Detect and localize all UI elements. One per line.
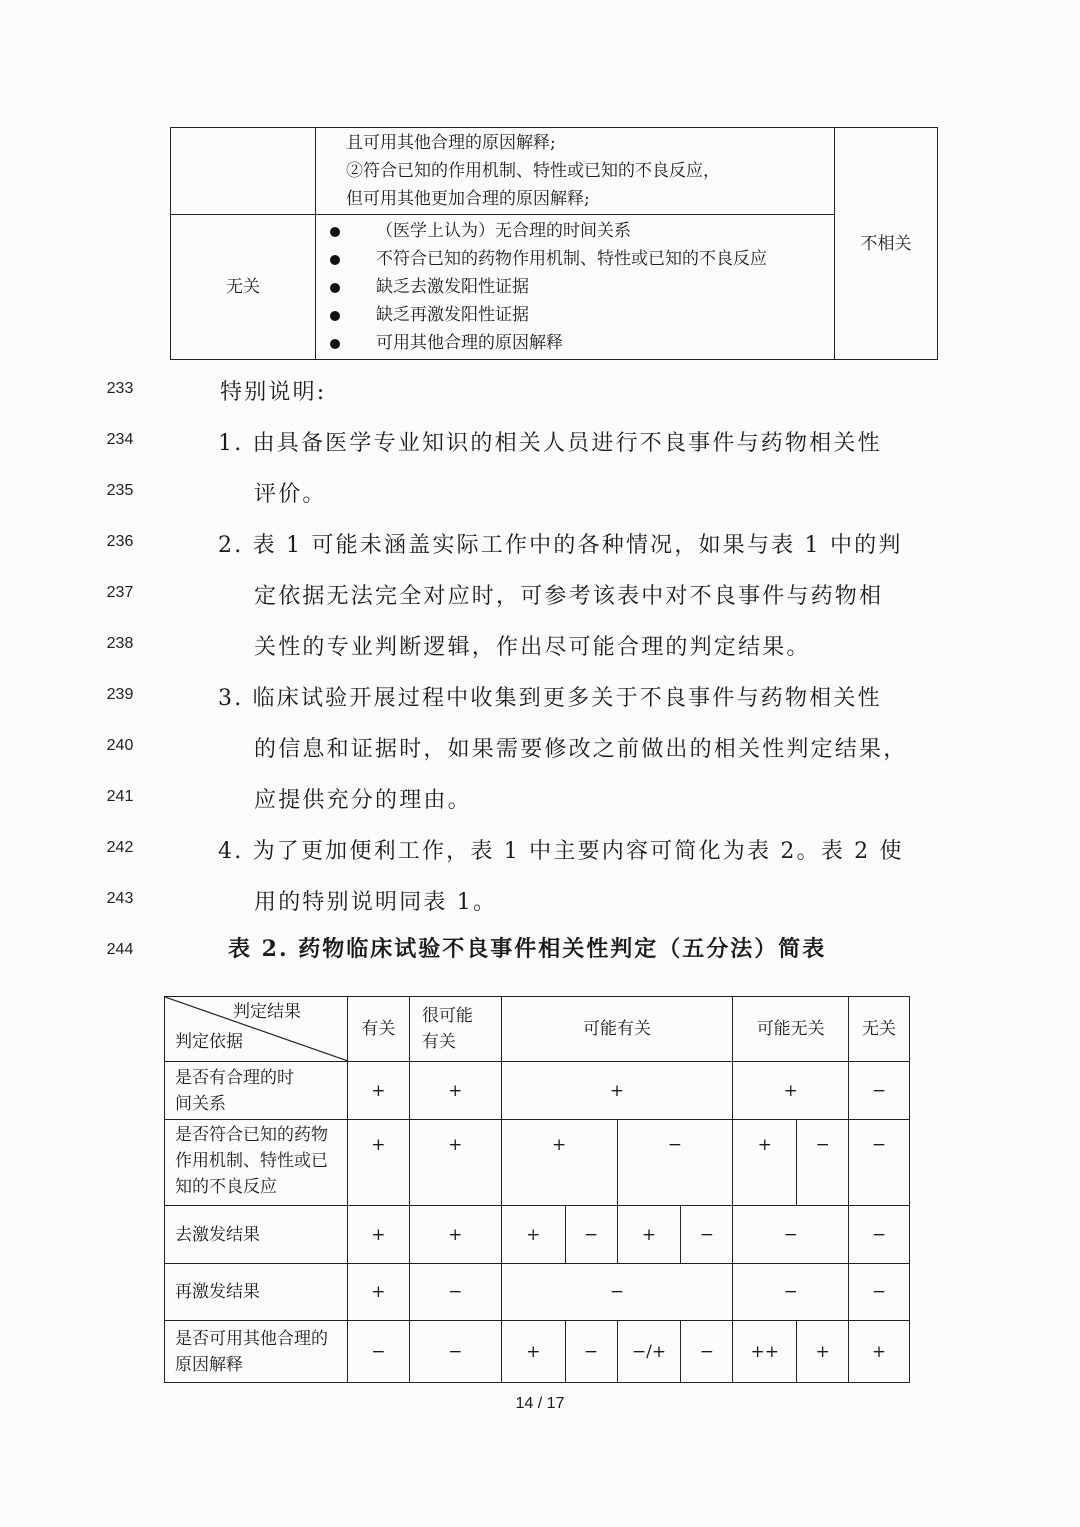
causality-summary-table xyxy=(164,996,910,1383)
row-label-rechallenge: 再激发结果 xyxy=(165,1264,348,1321)
cell: − xyxy=(347,1321,409,1383)
cell: − xyxy=(565,1206,617,1264)
bullet-item: 不符合已知的药物作用机制、特性或已知的不良反应 xyxy=(328,245,833,273)
line-number: 241 xyxy=(106,788,134,805)
row-label-dechallenge: 去激发结果 xyxy=(165,1206,348,1264)
line-number: 235 xyxy=(106,482,134,499)
cell: − xyxy=(617,1120,733,1206)
row-label-time xyxy=(165,1062,348,1120)
cell: −/+ xyxy=(617,1321,681,1383)
criteria-line: 且可用其他合理的原因解释; xyxy=(346,133,556,153)
header-possibly-unrelated: 可能无关 xyxy=(733,997,849,1062)
cell: − xyxy=(849,1264,910,1321)
corner-result-label: 判定结果 xyxy=(232,1002,301,1022)
body-text: 1. 由具备医学专业知识的相关人员进行不良事件与药物相关性 xyxy=(218,431,882,456)
body-text: 用的特别说明同表 1。 xyxy=(254,890,498,915)
line-number: 234 xyxy=(106,431,134,448)
cell: + xyxy=(409,1206,501,1264)
bullet-item: （医学上认为）无合理的时间关系 xyxy=(328,217,833,245)
cell: − xyxy=(409,1321,501,1383)
bullet-list xyxy=(346,217,833,357)
body-text: 关性的专业判断逻辑，作出尽可能合理的判定结果。 xyxy=(254,635,811,660)
body-text: 4. 为了更加便利工作，表 1 中主要内容可简化为表 2。表 2 使 xyxy=(218,839,904,864)
cell: − xyxy=(565,1321,617,1383)
body-text: 3. 临床试验开展过程中收集到更多关于不良事件与药物相关性 xyxy=(218,686,882,711)
cell: + xyxy=(347,1206,409,1264)
criteria-line: 但可用其他更加合理的原因解释; xyxy=(346,189,590,209)
body-text: 2. 表 1 可能未涵盖实际工作中的各种情况，如果与表 1 中的判 xyxy=(218,533,903,558)
header-unrelated: 无关 xyxy=(849,997,910,1062)
header-probably-related xyxy=(409,997,501,1062)
header-possibly-related: 可能有关 xyxy=(501,997,733,1062)
header-related: 有关 xyxy=(347,997,409,1062)
line-number: 243 xyxy=(106,890,134,907)
cell: − xyxy=(733,1264,849,1321)
line-number: 244 xyxy=(106,941,134,958)
line-number: 237 xyxy=(106,584,134,601)
body-text: 定依据无法完全对应时，可参考该表中对不良事件与药物相 xyxy=(254,584,884,609)
cell: + xyxy=(347,1264,409,1321)
cell: − xyxy=(849,1062,910,1120)
cell: ++ xyxy=(733,1321,797,1383)
cell: + xyxy=(501,1321,565,1383)
criteria-cell xyxy=(316,128,835,215)
row-label-alternative-cause xyxy=(165,1321,348,1383)
cell: − xyxy=(849,1120,910,1206)
cell: − xyxy=(733,1206,849,1264)
line-number: 233 xyxy=(106,380,134,397)
corner-basis-label: 判定依据 xyxy=(175,1032,243,1052)
corner-header xyxy=(165,997,348,1062)
row-label-mechanism xyxy=(165,1120,348,1206)
cell: + xyxy=(501,1206,565,1264)
category-cell: 无关 xyxy=(171,215,316,360)
body-text: 的信息和证据时，如果需要修改之前做出的相关性判定结果， xyxy=(254,737,908,762)
result-cell: 不相关 xyxy=(835,128,938,360)
header-probably-related-text: 很可能有关 xyxy=(421,1006,473,1052)
body-text: 特别说明: xyxy=(220,380,327,405)
cell: + xyxy=(409,1120,501,1206)
body-text: 评价。 xyxy=(254,482,327,507)
body-text: 应提供充分的理由。 xyxy=(254,788,472,813)
bullet-item: 缺乏再激发阳性证据 xyxy=(328,301,833,329)
row-label-text: 是否可用其他合理的原因解释 xyxy=(175,1328,328,1375)
cell: − xyxy=(681,1206,733,1264)
cell: + xyxy=(617,1206,681,1264)
cell: + xyxy=(501,1062,733,1120)
cell: − xyxy=(849,1206,910,1264)
row-label-text: 是否有合理的时间关系 xyxy=(175,1067,294,1114)
cell: + xyxy=(409,1062,501,1120)
cell: − xyxy=(681,1321,733,1383)
page-number: 14 / 17 xyxy=(515,1395,565,1412)
cell: + xyxy=(501,1120,617,1206)
cell: − xyxy=(501,1264,733,1321)
line-number: 240 xyxy=(106,737,134,754)
criteria-line: ②符合已知的作用机制、特性或已知的不良反应， xyxy=(346,161,720,181)
table-caption: 表 2. 药物临床试验不良事件相关性判定（五分法）简表 xyxy=(228,936,827,962)
cell: + xyxy=(733,1120,797,1206)
cell: + xyxy=(849,1321,910,1383)
cell: − xyxy=(797,1120,849,1206)
cell: + xyxy=(797,1321,849,1383)
line-number: 238 xyxy=(106,635,134,652)
assessment-table-continued xyxy=(170,127,938,360)
bullet-item: 可用其他合理的原因解释 xyxy=(328,329,833,357)
bullet-cell xyxy=(316,215,835,360)
row-label-text: 是否符合已知的药物作用机制、特性或已知的不良反应 xyxy=(175,1125,328,1197)
line-number: 236 xyxy=(106,533,134,550)
bullet-item: 缺乏去激发阳性证据 xyxy=(328,273,833,301)
empty-cell xyxy=(171,128,316,215)
line-number: 239 xyxy=(106,686,134,703)
line-number: 242 xyxy=(106,839,134,856)
cell: − xyxy=(409,1264,501,1321)
cell: + xyxy=(347,1062,409,1120)
cell: + xyxy=(347,1120,409,1206)
cell: + xyxy=(733,1062,849,1120)
